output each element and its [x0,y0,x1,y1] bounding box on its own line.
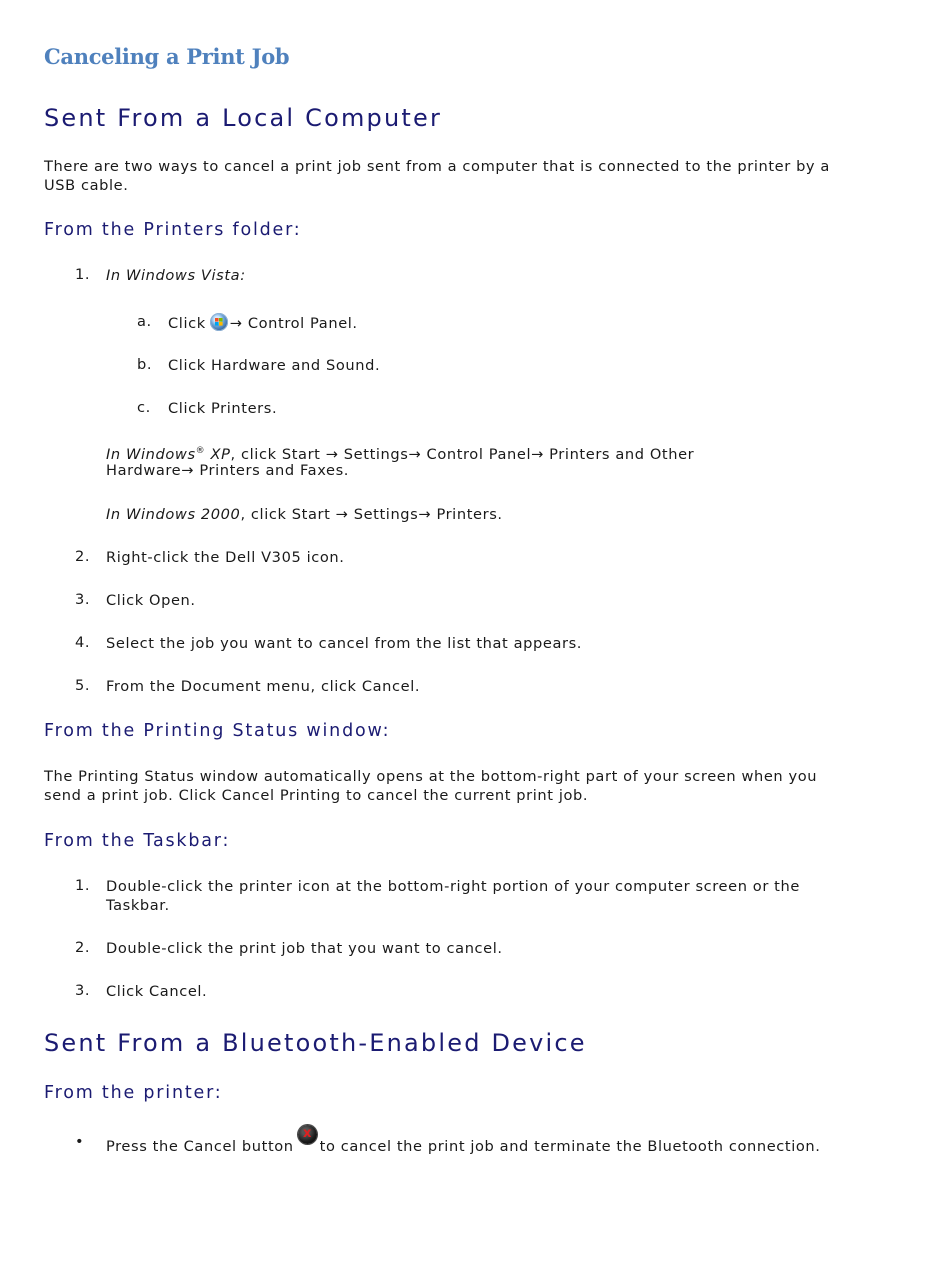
list-number: 5. [75,677,91,694]
taskbar-step-2: Double-click the print job that you want to cancel. [106,940,503,957]
step-click-control-panel: Click → Control Panel. [168,315,358,332]
list-number: 2. [75,939,91,956]
list-letter: a. [137,313,152,330]
intro-line-1: There are two ways to cancel a print job sent from a computer that is connected to the printer by a [44,158,830,175]
list-letter: c. [137,399,151,416]
bullet-marker: • [75,1133,85,1150]
step-hardware-and-sound: Click Hardware and Sound. [168,357,381,374]
list-number: 1. [75,266,91,283]
windows-2000-instructions: In Windows 2000, click Start → Settings→ Printers. [106,506,503,523]
bluetooth-cancel-instruction: Press the Cancel buttonx to cancel the print job and terminate the Bluetooth connection. [106,1133,821,1156]
windows-xp-instructions-line-1: In Windows® XP, click Start → Settings→ Control Panel→ Printers and Other [106,446,695,463]
list-number: 1. [75,877,91,894]
taskbar-step-1-line-1: Double-click the printer icon at the bottom-right portion of your computer screen or the [106,878,800,895]
step-right-click-icon: Right-click the Dell V305 icon. [106,549,345,566]
step-windows-vista-label: In Windows Vista: [106,267,246,284]
step-document-cancel: From the Document menu, click Cancel. [106,678,421,695]
list-number: 2. [75,548,91,565]
printing-status-line-1: The Printing Status window automatically opens at the bottom-right part of your screen when you [44,768,818,785]
subheading-taskbar: From the Taskbar: [44,831,231,851]
subheading-from-printer: From the printer: [44,1083,223,1103]
list-number: 4. [75,634,91,651]
taskbar-step-3: Click Cancel. [106,983,208,1000]
page-title: Canceling a Print Job [44,44,290,69]
list-number: 3. [75,982,91,999]
intro-line-2: USB cable. [44,177,129,194]
section-heading-bluetooth: Sent From a Bluetooth-Enabled Device [44,1029,587,1057]
subheading-printing-status: From the Printing Status window: [44,721,391,741]
list-letter: b. [137,356,153,373]
windows-xp-instructions-line-2: Hardware→ Printers and Faxes. [106,462,350,479]
taskbar-step-1-line-2: Taskbar. [106,897,170,914]
step-click-open: Click Open. [106,592,196,609]
windows-start-orb-icon [210,313,228,331]
list-number: 3. [75,591,91,608]
section-heading-local-computer: Sent From a Local Computer [44,104,443,132]
step-select-job: Select the job you want to cancel from the list that appears. [106,635,583,652]
step-click-printers: Click Printers. [168,400,278,417]
printing-status-line-2: send a print job. Click Cancel Printing to cancel the current print job. [44,787,589,804]
subheading-printers-folder: From the Printers folder: [44,220,302,240]
cancel-x-button-icon [298,1125,317,1144]
